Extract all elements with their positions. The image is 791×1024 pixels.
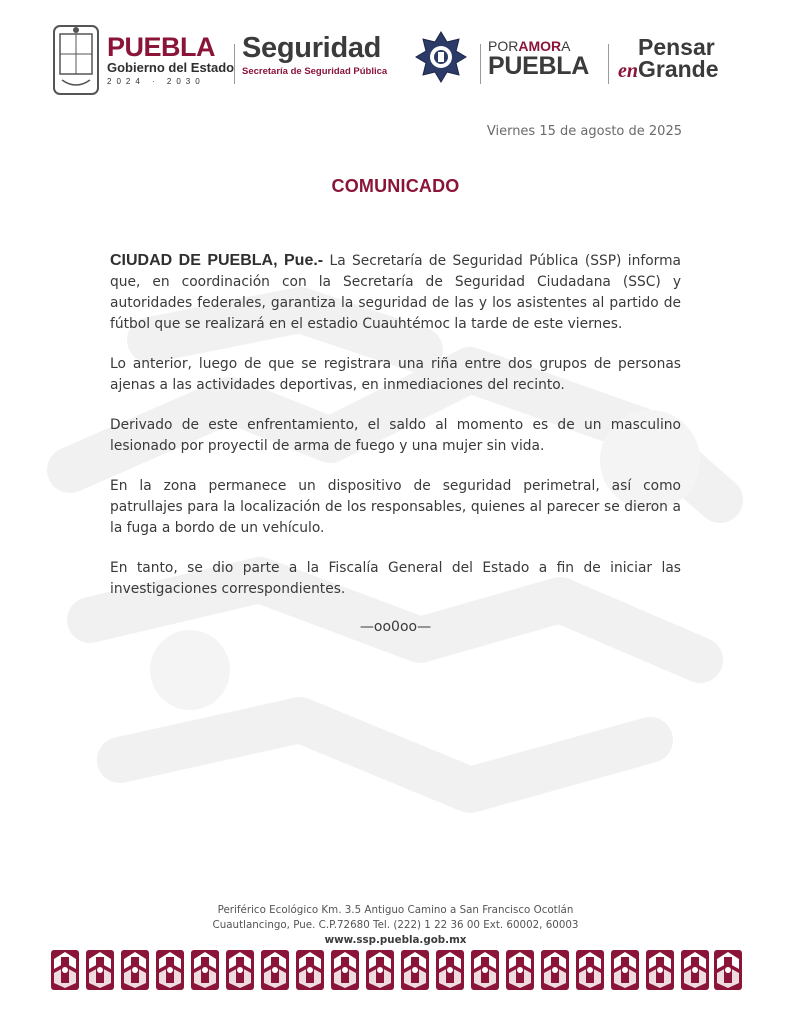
police-star-icon [414, 30, 468, 84]
paragraph: CIUDAD DE PUEBLA, Pue.- La Secretaría de Seguridad Pública (SSP) informa que, en coordinación con la Secretaría de Seguridad Ciudadana (SSC) y autoridades federales, garantiza la seguridad de las y los asistentes al partido de fútbol que se realizará en el estadio Cuauhtémoc la tarde de este viernes. [110, 252, 682, 332]
paragraph: En tanto, se dio parte a la Fiscalía General del Estado a fin de iniciar las investigaciones correspondientes. [110, 560, 681, 597]
header-divider [608, 44, 609, 84]
document-body [110, 250, 681, 635]
seguridad-logo-title: Seguridad [242, 32, 382, 64]
por-amor-a-puebla-logo [488, 38, 600, 78]
document-title: COMUNICADO [331, 176, 460, 196]
header-divider [234, 44, 235, 84]
footer-address-line: Cuautlancingo, Pue. C.P.72680 Tel. (222) 1 22 36 00 Ext. 60002, 60003 [212, 919, 579, 931]
puebla-logo-subtitle: Gobierno del Estado [107, 60, 235, 75]
coat-of-arms-icon [52, 24, 100, 96]
decorative-pattern-band [48, 947, 743, 993]
seguridad-logo [242, 34, 412, 77]
header-divider [480, 44, 481, 84]
puebla-logo-title: PUEBLA [107, 32, 216, 62]
closing-mark: —oo0oo— [359, 619, 432, 635]
paragraph: Derivado de este enfrentamiento, el saldo al momento es de un masculino lesionado por proyectil de arma de fuego y una mujer sin vida. [110, 417, 681, 454]
footer-website: www.ssp.puebla.gob.mx [324, 934, 467, 946]
pensar-logo-bottom: enGrande [618, 56, 719, 82]
pensar-en-grande-logo [618, 36, 743, 82]
paragraph: En la zona permanece un dispositivo de seguridad perimetral, así como patrullajes para la localización de los responsables, quienes al parecer se dieron a la fuga a bordo de un vehículo. [110, 478, 681, 536]
footer-address-line: Periférico Ecológico Km. 3.5 Antiguo Camino a San Francisco Ocotlán [217, 904, 574, 916]
footer-address [0, 903, 791, 948]
puebla-logo-years: 2024 · 2030 [107, 77, 205, 86]
document-date: Viernes 15 de agosto de 2025 [486, 124, 682, 139]
amor-logo-top: PORAMORA [488, 38, 571, 54]
pensar-logo-top: Pensar [638, 34, 715, 60]
header-logos [52, 22, 742, 102]
paragraph: Lo anterior, luego de que se registrara una riña entre dos grupos de personas ajenas a las actividades deportivas, en inmediaciones del recinto. [110, 356, 681, 393]
dateline: CIUDAD DE PUEBLA, Pue.- [110, 252, 324, 269]
amor-logo-main: PUEBLA [488, 52, 589, 80]
seguridad-logo-subtitle: Secretaría de Seguridad Pública [242, 66, 388, 77]
